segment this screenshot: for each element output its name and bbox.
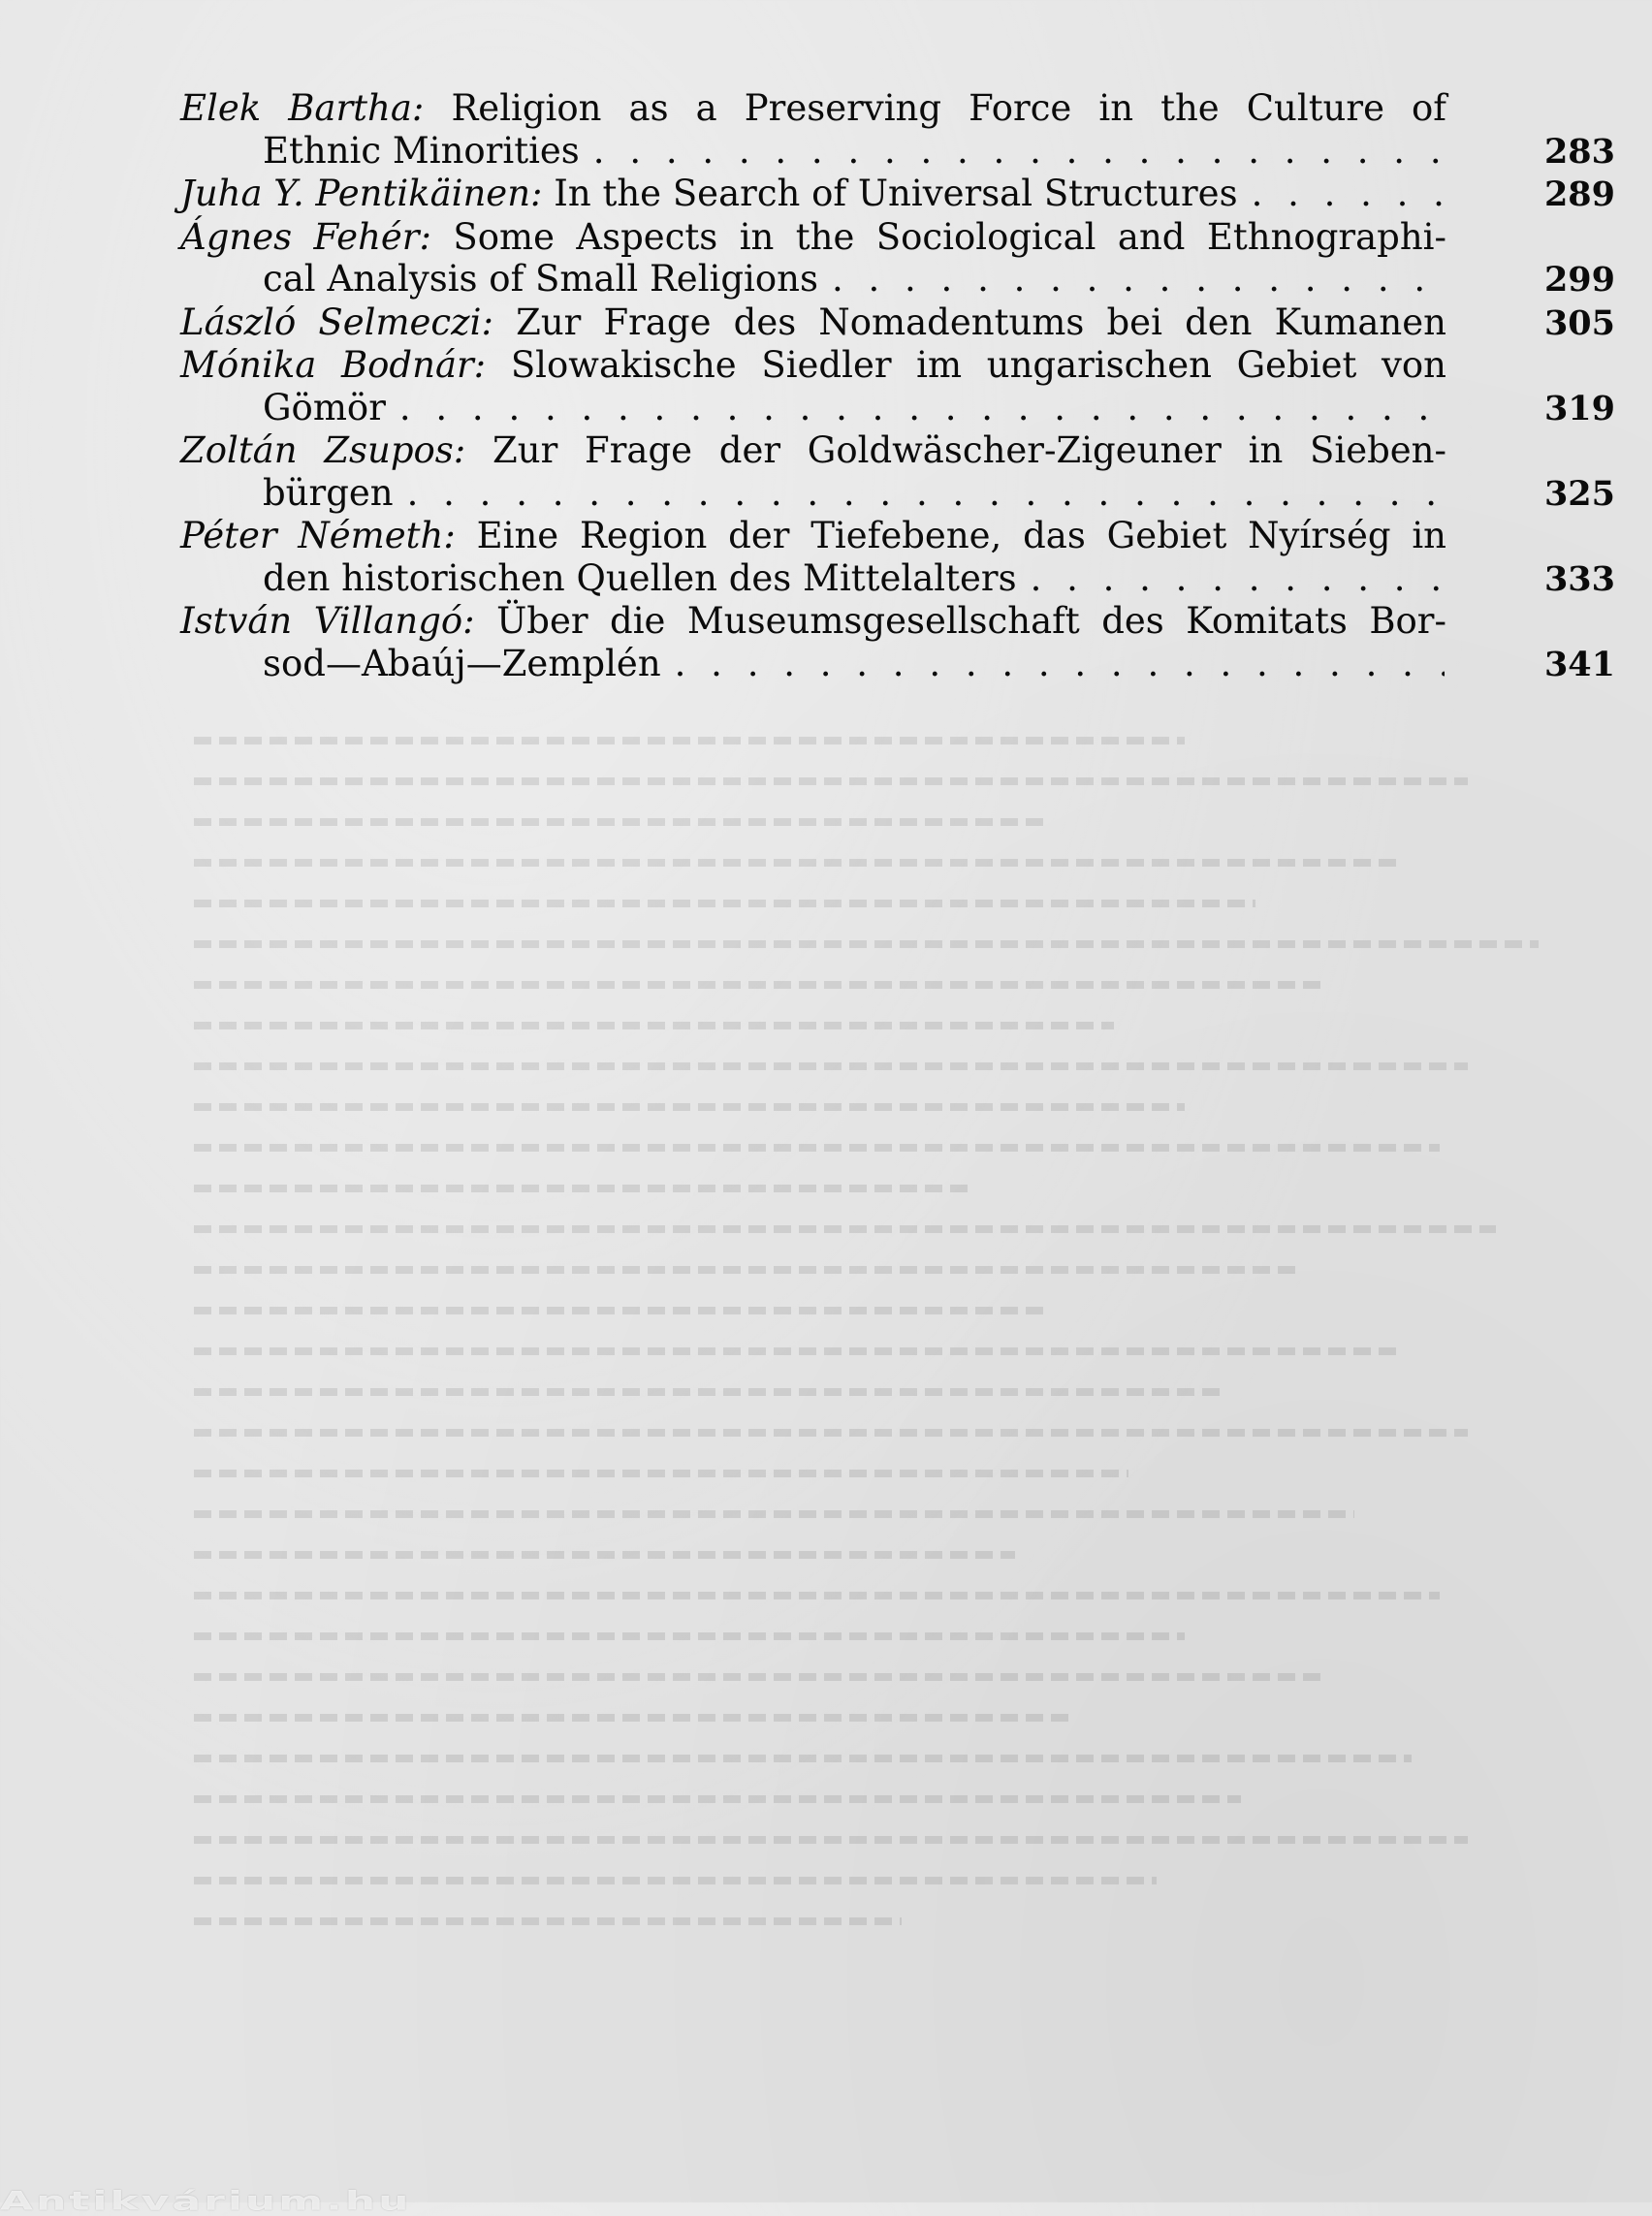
toc-page-number: 319 <box>1543 388 1615 428</box>
toc-page-number: 289 <box>1543 174 1615 214</box>
dot-leader <box>407 472 1445 515</box>
toc-title: Eine Region der Tiefebene, das Gebiet Nyírség in <box>476 515 1447 556</box>
toc-line <box>180 557 1615 601</box>
toc-entry <box>180 344 1615 429</box>
toc-title-continued: bürgen <box>263 471 394 514</box>
toc-title: Über die Museumsgesellschaft des Komitats Bor- <box>496 600 1446 642</box>
toc-page-number: 333 <box>1543 558 1615 599</box>
dot-leader <box>675 643 1445 685</box>
toc-author: Zoltán Zsupos: <box>180 429 466 471</box>
toc-line <box>180 643 1615 686</box>
toc-title: Zur Frage der Goldwäscher-Zigeuner in Sieben- <box>492 429 1447 471</box>
toc-page-number: 305 <box>1543 302 1615 343</box>
toc-line <box>180 173 1615 216</box>
toc-author: Péter Németh: <box>180 515 456 556</box>
show-through-text <box>194 737 1609 2191</box>
toc-line <box>180 344 1615 387</box>
toc-title-continued: cal Analysis of Small Religions <box>263 258 818 300</box>
toc-title-continued: Ethnic Minorities <box>263 129 580 172</box>
toc-line <box>180 387 1615 430</box>
toc-title: Slowakische Siedler im ungarischen Gebiet von <box>510 344 1446 386</box>
toc-line <box>180 515 1615 557</box>
toc-author: Ágnes Fehér: <box>180 215 431 258</box>
toc-page-number: 341 <box>1543 644 1615 684</box>
toc-entry <box>180 173 1615 216</box>
toc-author: László Selmeczi: <box>180 301 493 343</box>
toc-title-continued: den historischen Quellen des Mittelalters <box>263 556 1017 599</box>
toc-author: Elek Bartha: <box>180 87 425 129</box>
toc-line <box>180 600 1615 643</box>
toc-author: István Villangó: <box>180 600 475 642</box>
dot-leader <box>593 130 1445 173</box>
toc-page-number: 299 <box>1543 260 1615 300</box>
toc-page-number: 325 <box>1543 473 1615 514</box>
table-of-contents <box>180 87 1615 685</box>
toc-line <box>180 216 1615 259</box>
toc-line <box>180 429 1615 472</box>
watermark-text: Antikvárium.hu <box>0 2186 412 2216</box>
toc-author: Juha Y. Pentikäinen: <box>180 173 543 214</box>
toc-entry <box>180 515 1615 600</box>
toc-author: Mónika Bodnár: <box>180 344 487 386</box>
toc-line <box>180 130 1615 174</box>
dot-leader <box>832 258 1445 301</box>
toc-title: Zur Frage des Nomadentums bei den Kumanen <box>516 301 1446 343</box>
toc-page-number: 283 <box>1543 131 1615 172</box>
toc-line <box>180 472 1615 516</box>
toc-entry <box>180 301 1615 345</box>
toc-line <box>180 301 1615 345</box>
toc-title-continued: sod—Abaúj—Zemplén <box>263 642 661 684</box>
toc-entry <box>180 216 1615 301</box>
toc-title-continued: Gömör <box>263 386 386 428</box>
toc-title: Some Aspects in the Sociological and Ethnographi- <box>453 215 1446 258</box>
toc-entry <box>180 87 1615 173</box>
dot-leader <box>1031 557 1445 600</box>
toc-entry <box>180 429 1615 515</box>
dot-leader <box>399 387 1445 429</box>
toc-line <box>180 87 1615 130</box>
toc-entry <box>180 600 1615 685</box>
toc-line <box>180 258 1615 301</box>
toc-title: In the Search of Universal Structures <box>554 173 1238 214</box>
toc-title: Religion as a Preserving Force in the Culture of <box>451 87 1446 129</box>
dot-leader <box>1252 173 1445 215</box>
